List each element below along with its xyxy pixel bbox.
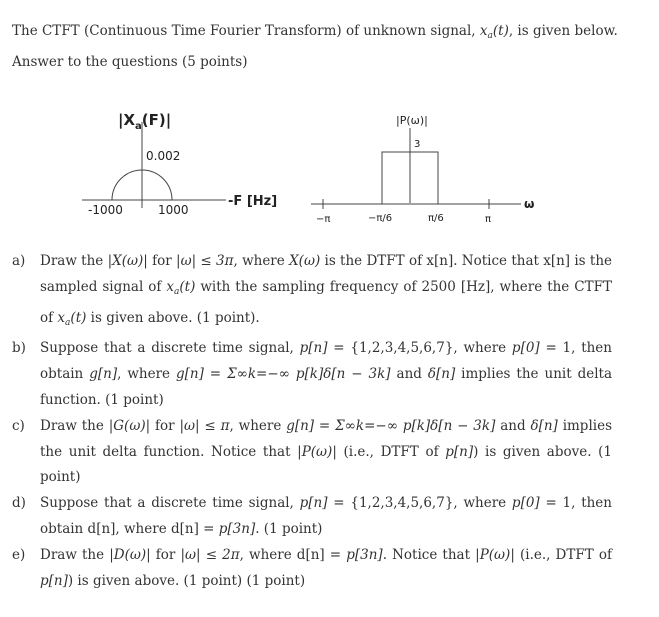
- intro-text-1: The CTFT (Continuous Time Fourier Transform) of unknown signal,: [12, 23, 480, 39]
- question-label: d): [12, 495, 26, 512]
- right-tick-neg-pi: −π: [316, 214, 331, 225]
- question-c: c) Draw the |G(ω)| for |ω| ≤ π, where g[n] = Σ∞k=−∞ p[k]δ[n − 3k] and δ[n] implies the unit delta function. Notice that |P(ω)| (i.e., DTFT of p[n]) is given above. (1 point): [12, 414, 612, 491]
- right-tick-pi: π: [485, 214, 492, 225]
- question-b: b) Suppose that a discrete time signal, p[n] = {1,2,3,4,5,6,7}, where p[0] = 1, then obtain g[n], where g[n] = Σ∞k=−∞ p[k]δ[n − 3k] and δ[n] implies the unit delta function. (1 point): [12, 336, 612, 413]
- question-e: e) Draw the |D(ω)| for |ω| ≤ 2π, where d[n] = p[3n]. Notice that |P(ω)| (i.e., DTFT of p[n]) is given above. (1 point) (1 point): [12, 543, 612, 595]
- intro-signal: $x_a(t)$: [479, 23, 509, 41]
- question-label: e): [12, 546, 26, 563]
- left-tick-neg: -1000: [88, 203, 123, 217]
- figures: [0, 108, 659, 238]
- left-axis-label: -F [Hz]: [228, 194, 278, 209]
- g-formula: g[n] = Σ∞k=−∞ p[k]δ[n − 3k]: [175, 366, 391, 383]
- right-tick-pi6: π/6: [428, 213, 444, 224]
- left-title: $|X_a(F)|$: [118, 111, 172, 132]
- left-tick-pos: 1000: [158, 203, 189, 217]
- right-tick-neg-pi6: −π/6: [368, 213, 393, 224]
- intro-paragraph: [12, 18, 642, 75]
- question-label: a): [12, 253, 26, 269]
- g-formula: g[n] = Σ∞k=−∞ p[k]δ[n − 3k]: [286, 417, 496, 434]
- intro-text-2: , is given below. Answer to the questions (5 points): [12, 23, 618, 70]
- question-a: a) Draw the |X(ω)| for |ω| ≤ 3π, where X(ω) is the DTFT of x[n]. Notice that x[n] is the sampled signal of $x_a(t)$ with the sampling frequency of 2500 [Hz], where the CTFT of $x_a(t)$ is given above. (1 point).: [12, 249, 612, 336]
- figure-left: [82, 111, 277, 217]
- right-height-label: 3: [414, 139, 421, 150]
- question-d: d) Suppose that a discrete time signal, p[n] = {1,2,3,4,5,6,7}, where p[0] = 1, then obtain d[n], where d[n] = p[3n]. (1 point): [12, 491, 612, 543]
- right-axis-label: ω: [524, 197, 535, 211]
- question-label: b): [12, 340, 26, 357]
- question-label: c): [12, 417, 25, 434]
- left-height-label: 0.002: [146, 149, 181, 163]
- question-list: [12, 249, 612, 594]
- right-title: |P(ω)|: [396, 114, 428, 127]
- figure-right: [311, 114, 534, 225]
